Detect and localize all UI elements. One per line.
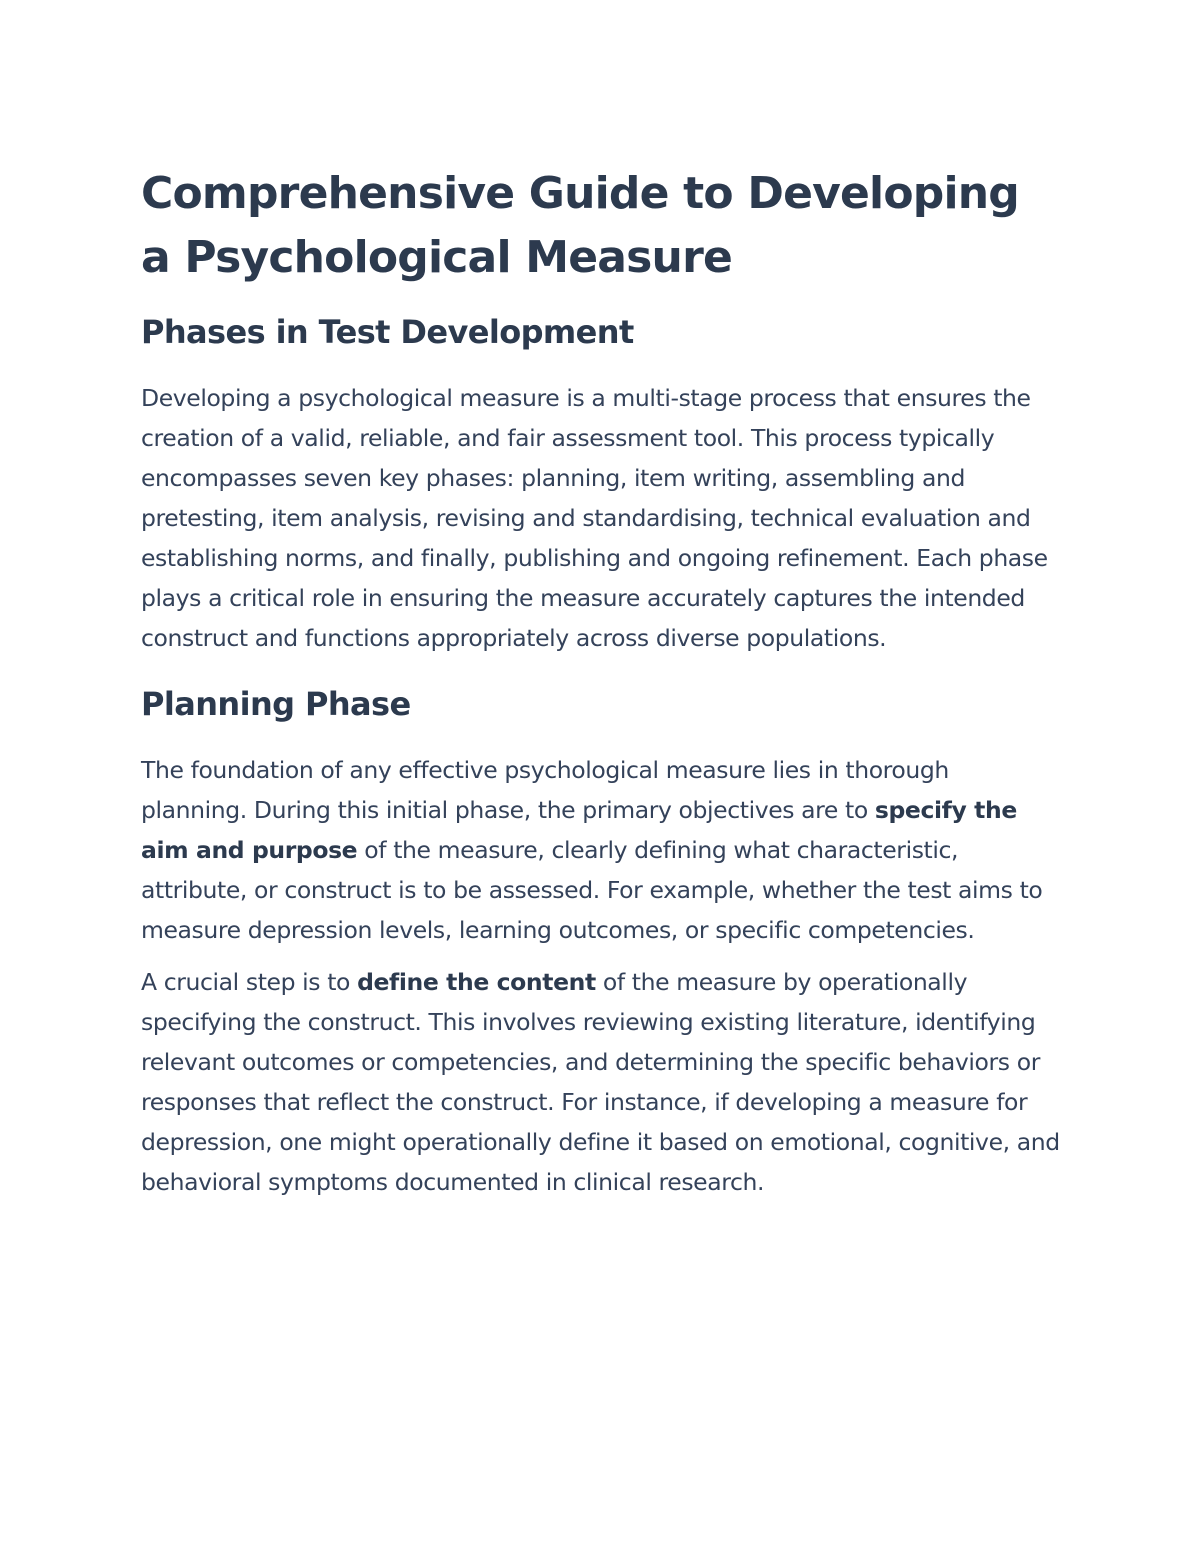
paragraph-text: of the measure, clearly defining what characteristic, attribute, or construct is to be assessed. For example, whether the test aims to measure depression levels, learning outcomes, or specific competencies. (141, 836, 1043, 944)
paragraph-text: of the measure by operationally specifying the construct. This involves reviewing existing literature, identifying relevant outcomes or competencies, and determining the specific behaviors or responses that reflect the construct. For instance, if developing a measure for depression, one might operationally define it based on emotional, cognitive, and behavioral symptoms documented in clinical research. (141, 968, 1060, 1196)
paragraph-phases-overview: Developing a psychological measure is a multi-stage process that ensures the creation of a valid, reliable, and fair assessment tool. This process typically encompasses seven key phases: planning, item writing, assembling and pretesting, item analysis, revising and standardising, technical evaluation and establishing norms, and finally, publishing and ongoing refinement. Each phase plays a critical role in ensuring the measure accurately captures the intended construct and functions appropriately across diverse populations. (141, 384, 1048, 652)
paragraph-text: The foundation of any effective psychological measure lies in thorough planning. During this initial phase, the primary objectives are to (141, 756, 949, 824)
section-heading-planning: Planning Phase (141, 685, 411, 723)
paragraph-planning-content (141, 962, 1061, 1202)
paragraph-text: A crucial step is to (141, 968, 358, 996)
document-page (141, 162, 1061, 1214)
paragraph-planning-aim (141, 750, 1061, 950)
document-title: Comprehensive Guide to Developing a Psychological Measure (141, 168, 1019, 283)
section-heading-phases: Phases in Test Development (141, 313, 634, 351)
bold-term-aim-purpose: specify the aim and purpose (141, 796, 1017, 864)
bold-term-define-content: define the content (357, 968, 596, 996)
